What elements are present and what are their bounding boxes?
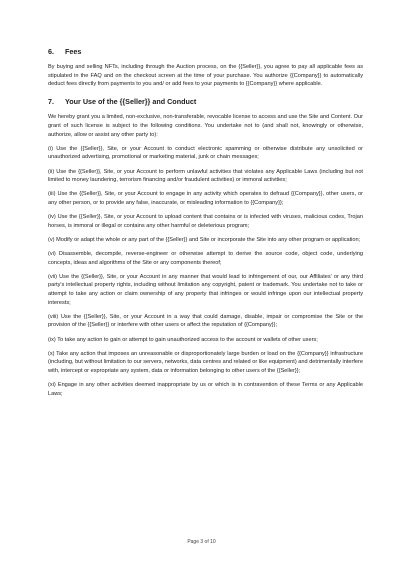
section-heading-fees	[48, 47, 363, 56]
conduct-clause-viii: (viii) Use the {{Seller}}, Site, or your Account in a way that could damage, disable, impair or compromise the Site or the provision of the {{Seller}} or interfere with other users or affect the reputation of {{Company}};	[48, 313, 363, 329]
page-number: Page 3 of 10	[187, 539, 216, 545]
conduct-clause-ix: (ix) To take any action to gain or attempt to gain unauthorized access to the account or wallets of other users;	[48, 336, 318, 343]
section-number: 6.	[48, 47, 54, 56]
conduct-clause-xi: (xi) Engage in any other activities deemed inappropriate by us or which is in contravention of these Terms or any Applicable Laws;	[48, 382, 363, 397]
conduct-clause-ii: (ii) Use the {{Seller}}, Site, or your Account to perform unlawful activities that violates any Applicable Laws (including but not limited to money laundering, terrorism financing and/or fraudulent activities) or immoral activities;	[48, 168, 363, 184]
section-heading-conduct	[48, 97, 363, 106]
conduct-clause-x: (x) Take any action that imposes an unreasonable or disproportionately large burden or load on the {{Company}} infrastructure (including, but without limitation to our servers, networks, data centres and related or like equipment) and detrimentally interfere with, intercept or expropriate any system, data or information belonging to other users of the {{Seller}};	[48, 350, 363, 374]
conduct-clause-iii: (iii) Use the {{Seller}}, Site, or your Account to engage in any activity which operates to defraud {{Company}}, other users, or any other person, or to provide any false, inaccurate, or misleading information to {{Company}};	[48, 191, 363, 206]
section-number: 7.	[48, 97, 54, 107]
section-title: Fees	[65, 47, 82, 56]
conduct-clause-v: (v) Modify or adapt the whole or any part of the {{Seller}} and Site or incorporate the Site into any other program or application;	[48, 236, 361, 243]
conduct-clause-i: (i) Use the {{Seller}}, Site, or your Account to conduct electronic spamming or otherwise distribute any unsolicited or unauthorized advertising, promotional or marketing material, junk or chain messages;	[48, 145, 363, 161]
conduct-clause-vii: (vii) Use the {{Seller}}, Site, or your Account in any manner that would lead to infringement of our, our Affiliates' or any third party's intellectual property rights, including without limitation any copyright, patent or trademark. You undertake not to take or attempt to take any action or claim ownership of any property that infringes or would infringe upon our intellectual property interests;	[48, 273, 363, 306]
conduct-intro-paragraph: We hereby grant you a limited, non-exclusive, non-transferable, revocable license to access and use the Site and Content. Our grant of such license is subject to the following conditions. You undertake not to (and shall not, knowingly or otherwise, authorize, allow or assist any other party to):	[48, 114, 363, 138]
conduct-clause-iv: (iv) Use the {{Seller}}, Site, or your Account to upload content that contains or is infected with viruses, malicious codes, Trojan horses, is immoral or illegal or contains any other harmful or deleterious program;	[48, 214, 363, 229]
conduct-clause-vi: (vi) Disassemble, decompile, reverse-engineer or otherwise attempt to derive the source code, object code, underlying concepts, ideas and algorithms of the Site or any components thereof;	[48, 251, 363, 266]
fees-paragraph: By buying and selling NFTs, including through the Auction process, on the {{Seller}}, you agree to pay all applicable fees as stipulated in the FAQ and on the checkout screen at the time of your purchase. You authorize {{Company}} to automatically deduct fees directly from payments to you and/ or add fees to your payments to {{Company}} where applicable.	[48, 64, 363, 88]
section-title: Your Use of the {{Seller}} and Conduct	[65, 97, 197, 107]
